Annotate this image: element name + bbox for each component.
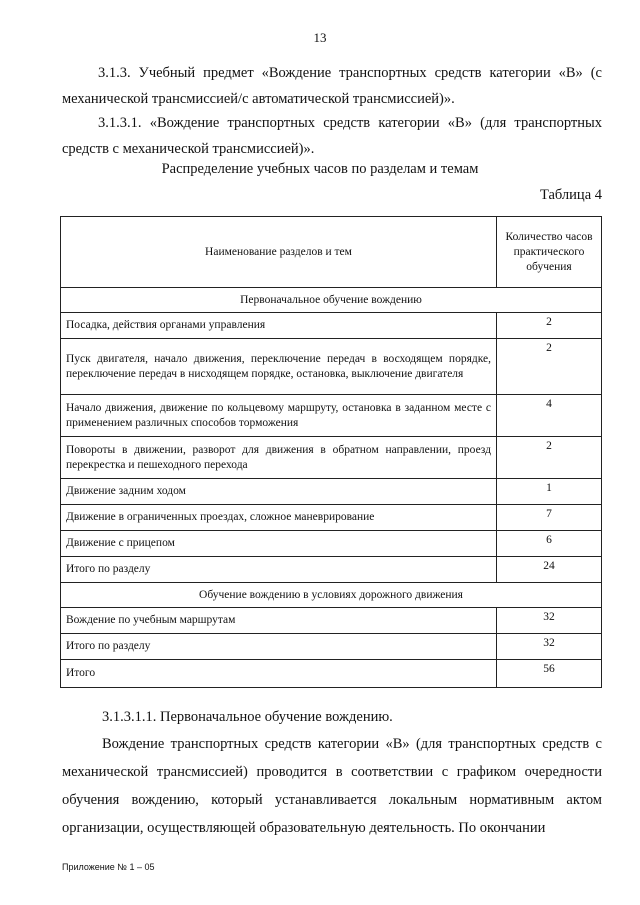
header-name-cell: Наименование разделов и тем [61,217,497,288]
total-label: Итого [61,660,497,688]
table-row [61,313,602,339]
section-heading-row [61,583,602,608]
topic-name: Вождение по учебным маршрутам [61,608,497,634]
table-caption: Распределение учебных часов по разделам и темам [161,161,479,177]
topic-name: Движение с прицепом [61,531,497,557]
topic-hours: 2 [497,313,602,339]
table-row [61,437,602,479]
topic-name: Движение в ограниченных проездах, сложное маневрирование [61,505,497,531]
table-row [61,634,602,660]
topic-hours: 4 [497,395,602,437]
table-row [61,479,602,505]
table-row [61,505,602,531]
paragraph-body: Вождение транспортных средств категории «В» (для транспортных средств с механической трансмиссией) проводится в соответствии с графиком очередности обучения вождению, который устанавливается локальным нормативным актом организации, осуществляющей образовательную деятельность. По окончании [62,736,602,836]
topic-hours: 32 [497,608,602,634]
table-row [61,608,602,634]
table-row [61,395,602,437]
section-heading: Обучение вождению в условиях дорожного движения [61,583,602,608]
table-header-row [61,217,602,288]
topic-hours: 1 [497,479,602,505]
subtotal-label: Итого по разделу [61,634,497,660]
topic-hours: 6 [497,531,602,557]
paragraph-3-1-3-1: 3.1.3.1. «Вождение транспортных средств категории «В» (для транспортных средств с механической трансмиссией)». [62,115,602,157]
topic-hours: 2 [497,437,602,479]
table-label: Таблица 4 [539,187,602,203]
page-number: 13 [313,30,327,45]
header-hours-cell: Количество часов практического обучения [497,217,602,288]
topic-name: Посадка, действия органами управления [61,313,497,339]
subtotal-hours: 24 [497,557,602,583]
topic-name: Движение задним ходом [61,479,497,505]
table-row [61,660,602,688]
topic-name: Повороты в движении, разворот для движения в обратном направлении, проезд перекрестка и пешеходного перехода [61,437,497,479]
subtotal-label: Итого по разделу [61,557,497,583]
section-heading-row [61,288,602,313]
section-heading: Первоначальное обучение вождению [61,288,602,313]
paragraph-3-1-3: 3.1.3. Учебный предмет «Вождение транспортных средств категории «В» (с механической трансмиссией/с автоматической трансмиссией)». [62,65,602,107]
topic-hours: 2 [497,339,602,395]
topic-name: Пуск двигателя, начало движения, переключение передач в восходящем порядке, переключение передач в нисходящем порядке, остановка, выключение двигателя [61,339,497,395]
topic-name: Начало движения, движение по кольцевому маршруту, остановка в заданном месте с применением различных способов торможения [61,395,497,437]
table-row [61,557,602,583]
table-row [61,531,602,557]
footer-note: Приложение № 1 – 05 [62,862,155,872]
topic-hours: 7 [497,505,602,531]
subtotal-hours: 32 [497,634,602,660]
total-hours: 56 [497,660,602,688]
hours-table [60,216,602,688]
table-row [61,339,602,395]
paragraph-3-1-3-1-1: 3.1.3.1.1. Первоначальное обучение вождению. [102,709,393,725]
